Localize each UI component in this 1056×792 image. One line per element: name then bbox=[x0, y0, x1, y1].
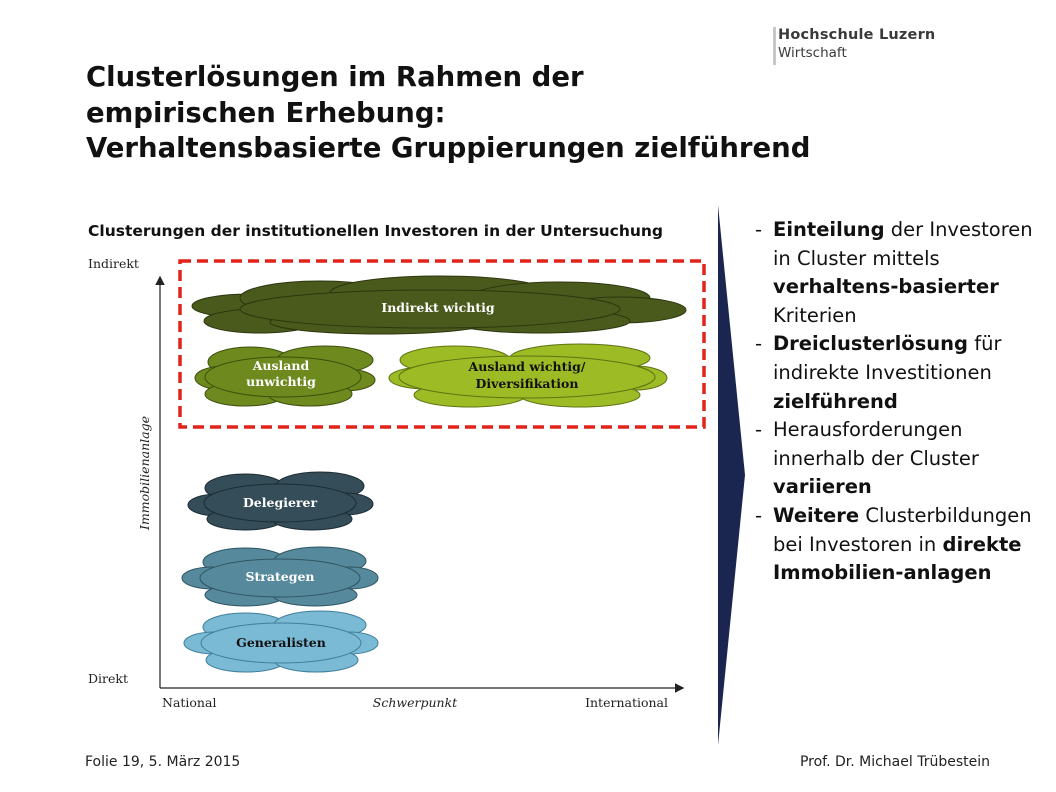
cluster-label-ausland-wichtig-2: Diversifikation bbox=[475, 376, 579, 391]
cluster-label-strategen: Strategen bbox=[245, 569, 315, 584]
logo-line-1: Hochschule Luzern bbox=[778, 27, 936, 43]
cluster-indirekt-wichtig bbox=[192, 276, 686, 334]
diagram-title: Clusterungen der institutionellen Investoren in der Untersuchung bbox=[88, 222, 664, 240]
bullet-4-bold-2: direkte Immobilien-anlagen bbox=[773, 532, 1022, 585]
bullet-item-1: - Einteilung der Investoren in Cluster mittels verhaltens-basierter Kriterien bbox=[755, 218, 1033, 327]
cluster-label-generalisten: Generalisten bbox=[236, 635, 326, 650]
cluster-delegierer bbox=[188, 472, 373, 530]
footer-author: Prof. Dr. Michael Trübestein bbox=[799, 754, 990, 770]
logo-line-2: Wirtschaft bbox=[778, 45, 847, 61]
bullet-1-bold: Einteilung bbox=[773, 218, 885, 241]
bullet-2-bold: Dreiclusterlösung bbox=[773, 332, 969, 356]
bullet-4-text: Clusterbildungen bei Investoren in bbox=[773, 503, 1032, 556]
cluster-label-delegierer: Delegierer bbox=[242, 495, 318, 510]
bullet-3-bold-2: variieren bbox=[773, 475, 872, 499]
bullet-3-text: Herausforderungen innerhalb der Cluster bbox=[773, 418, 979, 470]
bullet-item-4: - Weitere Clusterbildungen bei Investoren in direkte Immobilien-anlagen bbox=[755, 503, 1032, 585]
bullet-2-text: für indirekte Investitionen bbox=[773, 332, 1002, 384]
footer-slide-info: Folie 19, 5. März 2015 bbox=[85, 754, 241, 770]
y-axis-top-label: Indirekt bbox=[88, 256, 139, 271]
bullet-4-bold: Weitere bbox=[773, 503, 860, 527]
bullet-1-text: der Investoren in Cluster mittels bbox=[773, 218, 1033, 270]
title-line-1: Clusterlösungen im Rahmen der bbox=[86, 61, 584, 93]
bullet-list bbox=[755, 216, 1045, 588]
y-axis-title: Immobilienanlage bbox=[137, 416, 152, 530]
bullet-item-2: - Dreiclusterlösung für indirekte Investitionen zielführend bbox=[755, 332, 1002, 413]
cluster-strategen bbox=[182, 547, 378, 606]
bullet-item-3: - Herausforderungen innerhalb der Cluster variieren bbox=[755, 418, 979, 499]
cluster-label-indirekt-wichtig: Indirekt wichtig bbox=[381, 300, 495, 315]
cluster-generalisten bbox=[184, 611, 378, 672]
cluster-ausland-wichtig bbox=[389, 344, 667, 407]
x-axis-left-label: National bbox=[162, 695, 217, 710]
chevron-arrow bbox=[718, 205, 745, 745]
y-axis-bottom-label: Direkt bbox=[88, 671, 128, 686]
cluster-ausland-unwichtig bbox=[195, 346, 375, 406]
cluster-label-ausland-wichtig-1: Ausland wichtig/ bbox=[468, 359, 586, 374]
cluster-label-ausland-unwichtig-2: unwichtig bbox=[246, 374, 316, 389]
bullet-1-bold-2: verhaltens-basierter bbox=[773, 275, 999, 299]
title-line-3: Verhaltensbasierte Gruppierungen zielführend bbox=[86, 132, 811, 164]
x-axis-title: Schwerpunkt bbox=[372, 695, 458, 710]
cluster-label-ausland-unwichtig-1: Ausland bbox=[252, 358, 310, 373]
bullet-1-text-2: Kriterien bbox=[773, 303, 857, 327]
title-line-2: empirischen Erhebung: bbox=[86, 96, 446, 129]
x-axis-right-label: International bbox=[585, 695, 668, 710]
bullet-2-bold-2: zielführend bbox=[773, 389, 898, 413]
